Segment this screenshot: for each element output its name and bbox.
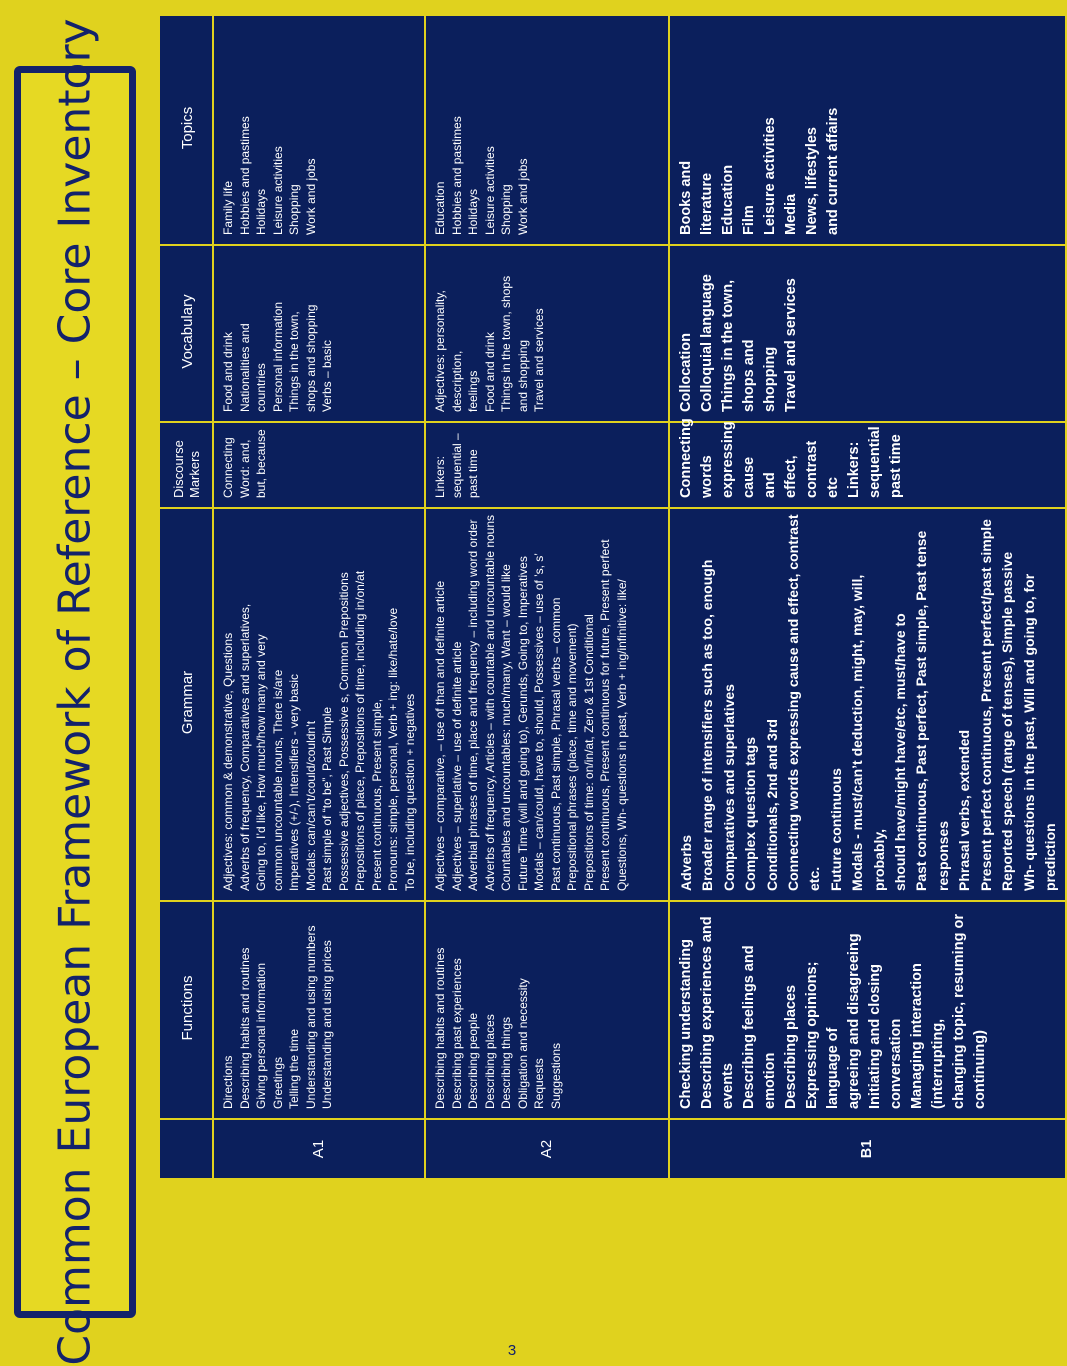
a2-discourse-cell: [425, 422, 669, 508]
cell-line: Education: [433, 181, 447, 235]
cell-line: Pronouns: simple, personal, Verb + ing: like/hate/love: [386, 607, 400, 891]
cell-line: Describing feelings and emotion: [741, 945, 778, 1109]
cell-line: Leisure activities: [270, 146, 285, 235]
cell-line: but, because: [254, 429, 268, 498]
cell-line: Food and drink: [482, 331, 497, 412]
cell-line: To be, including question + negatives: [402, 693, 417, 891]
inventory-table-container: [158, 16, 1058, 1180]
cell-line: events: [720, 1063, 736, 1109]
cell-line: shops and: [741, 339, 757, 412]
cell-line: Giving personal information: [254, 962, 268, 1109]
cell-line: Describing habits and routines: [433, 947, 447, 1109]
cell-line: Shopping: [287, 184, 301, 235]
row-b1: [669, 15, 1066, 1179]
level-a1: A1: [213, 1119, 425, 1179]
cell-line: Adjectives – comparative, – use of than and definite article: [433, 580, 447, 891]
cell-line: Describing things: [499, 1016, 513, 1109]
cell-line: Modals - must/can’t deduction, might, may, will, probably,: [849, 574, 887, 891]
row-a2: [425, 15, 669, 1179]
cell-line: (interrupting,: [930, 1018, 946, 1109]
cell-line: Comparatives and superlatives: [720, 684, 737, 891]
cell-line: Connecting: [678, 418, 694, 498]
cell-line: Things in the town,: [720, 279, 736, 412]
cell-line: etc: [825, 477, 841, 498]
cell-line: Adjectives – superlative – use of definite article: [449, 641, 464, 891]
cell-line: Education: [720, 164, 736, 235]
page-title: Common European Framework of Reference – Core Inventory: [49, 18, 101, 1366]
topics-header: Topics: [159, 15, 213, 245]
cell-line: feelings: [466, 370, 480, 412]
cell-line: Things in the town,: [287, 311, 301, 412]
cell-line: Countables and uncountables: much/many, Want – would like: [499, 564, 513, 891]
cell-line: Colloquial language: [699, 274, 715, 412]
cell-line: changing topic, resuming or: [951, 914, 967, 1109]
cell-line: shopping: [762, 346, 778, 412]
level-a2: A2: [425, 1119, 669, 1179]
cell-line: Imperatives (+/-), Intensifiers - very basic: [287, 673, 301, 891]
cell-line: Things in the town, shops: [499, 275, 513, 412]
cell-line: Going to, I’d like, How much/how many and very: [254, 634, 268, 891]
a1-functions-cell: [213, 901, 425, 1119]
cell-line: conversation: [888, 1018, 904, 1109]
cell-line: Family life: [221, 180, 235, 235]
a2-vocabulary-cell: [425, 245, 669, 422]
cell-line: Adverbs of frequency, Articles – with countable and uncountable nouns: [482, 514, 497, 891]
cell-line: Leisure activities: [482, 146, 497, 235]
cell-line: Verbs – basic: [320, 339, 334, 412]
cell-line: Directions: [221, 1055, 235, 1109]
cell-line: expressing: [720, 421, 736, 498]
cell-line: Connecting: [221, 437, 235, 498]
cell-line: Describing past experiences: [449, 958, 464, 1109]
cell-line: Adjectives: common & demonstrative, Questions: [221, 632, 235, 891]
b1-functions-cell: [669, 901, 1066, 1119]
cell-line: and shopping: [515, 339, 530, 412]
cell-line: Future Time (will and going to), Gerunds, Going to, Imperatives: [515, 556, 530, 891]
cell-line: Travel and services: [532, 308, 546, 412]
cell-line: Prepositions of time: on/in/at, Zero & 1st Conditional: [581, 614, 596, 891]
cell-line: Conditionals, 2nd and 3rd: [763, 719, 780, 891]
cell-line: Adverbs: [678, 834, 694, 891]
cell-line: Shopping: [499, 184, 513, 235]
cell-line: Holidays: [254, 188, 268, 235]
cell-line: Describing habits and routines: [237, 947, 252, 1109]
cell-line: Holidays: [466, 188, 480, 235]
cell-line: Leisure activities: [762, 117, 778, 235]
cell-line: Reported speech (range of tenses), Simple passive: [999, 551, 1016, 891]
cell-line: News, lifestyles: [804, 127, 820, 235]
cell-line: Future continuous: [827, 768, 844, 891]
cell-line: Film: [741, 205, 757, 235]
cell-line: should have/might have/etc, must/have to: [892, 613, 909, 891]
cell-line: Present continuous, Present continuous for future, Present perfect: [598, 539, 612, 891]
cell-line: agreeing and disagreeing: [846, 933, 862, 1109]
cell-line: Adjectives: personality,: [433, 290, 447, 412]
cell-line: Work and jobs: [515, 158, 530, 235]
cell-line: Hobbies and pastimes: [449, 116, 464, 235]
discourse-markers-header: Discourse Markers: [159, 422, 213, 508]
cell-line: Adverbs of frequency, Comparatives and superlatives,: [237, 603, 252, 891]
cell-line: countries: [254, 363, 268, 412]
a2-grammar-cell: [425, 508, 669, 901]
cell-line: Telling the time: [287, 1028, 301, 1109]
cell-line: Wh- questions in the past, Will and going to, for prediction: [1020, 573, 1058, 891]
cell-line: Greetings: [270, 1056, 285, 1109]
b1-discourse-cell: [669, 418, 1066, 508]
cell-line: Complex question tags: [742, 736, 759, 891]
cell-line: Past continuous, Past simple, Phrasal verbs – common: [548, 597, 563, 891]
cell-line: Expressing opinions; language of: [804, 961, 841, 1109]
cell-line: contrast: [804, 440, 820, 498]
cell-line: Questions, Wh- questions in past, Verb + ing/infinitive: like/: [614, 579, 629, 891]
cell-line: Checking understanding: [678, 939, 694, 1109]
b1-topics-cell: [669, 15, 1066, 245]
cell-line: Nationalities and: [237, 323, 252, 412]
b1-vocabulary-cell: [669, 245, 1066, 422]
cell-line: sequential –: [449, 433, 464, 498]
row-a1: [213, 15, 425, 1179]
a1-vocabulary-cell: [213, 245, 425, 422]
cell-line: Hobbies and pastimes: [237, 116, 252, 235]
cell-line: Linkers:: [433, 455, 447, 498]
a2-functions-cell: [425, 901, 669, 1119]
cell-line: Initiating and closing: [867, 964, 883, 1109]
functions-header: Functions: [159, 901, 213, 1119]
cell-line: Collocation: [678, 333, 694, 412]
cell-line: Describing experiences and: [699, 916, 715, 1109]
cell-line: Personal information: [270, 301, 285, 412]
level-header: [159, 1119, 213, 1179]
cell-line: cause and: [741, 456, 778, 498]
cell-line: Understanding and using numbers: [303, 925, 318, 1109]
cell-line: Books and: [678, 160, 694, 235]
cell-line: Broader range of intensifiers such as too, enough: [699, 559, 716, 891]
a1-topics-cell: [213, 15, 425, 245]
cell-line: sequential: [867, 426, 883, 498]
cell-line: Food and drink: [221, 331, 235, 412]
cell-line: Requests: [532, 1058, 546, 1109]
cell-line: and current affairs: [825, 107, 841, 235]
cell-line: common uncountable nouns, There is/are: [270, 669, 285, 891]
cell-line: Prepositions of place, Prepositions of time, including in/on/at: [353, 570, 367, 891]
grammar-header: Grammar: [159, 508, 213, 901]
cell-line: Managing interaction: [909, 963, 925, 1109]
cell-line: Describing places: [482, 1014, 497, 1109]
cell-line: Past simple of “to be”, Past Simple: [320, 706, 334, 891]
cell-line: Suggestions: [548, 1042, 563, 1109]
cell-line: Obligation and necessity: [515, 978, 530, 1109]
cell-line: continuing): [972, 1030, 988, 1109]
b1-grammar-cell: [669, 508, 1066, 901]
cell-line: Present continuous, Present simple,: [369, 698, 384, 891]
cell-line: Understanding and using prices: [320, 940, 334, 1109]
header-row: [159, 15, 213, 1179]
cell-line: Modals: can/can’t/could/couldn’t: [303, 720, 318, 891]
a1-grammar-cell: [213, 508, 425, 901]
level-b1: B1: [669, 1119, 1066, 1179]
cell-line: Word: and,: [237, 439, 252, 498]
a2-topics-cell: [425, 15, 669, 245]
cell-line: Describing people: [466, 1012, 480, 1109]
cell-line: effect,: [783, 455, 799, 498]
cell-line: literature: [699, 172, 715, 235]
cell-line: Connecting words expressing cause and effect, contrast etc.: [785, 514, 823, 891]
cell-line: Linkers:: [846, 441, 862, 498]
core-inventory-table: [158, 14, 1067, 1180]
vocabulary-header: Vocabulary: [159, 245, 213, 422]
cell-line: Possessive adjectives, Possessive s, Common Prepositions: [336, 572, 351, 891]
cell-line: past time: [888, 434, 904, 498]
cell-line: description,: [449, 350, 464, 412]
cell-line: Travel and services: [783, 278, 799, 412]
cell-line: Describing places: [783, 984, 799, 1109]
cell-line: Adverbial phrases of time, place and frequency – including word order: [466, 519, 480, 891]
cell-line: Modals – can/could, have to, should, Possessives – use of ’s, s’: [532, 553, 546, 891]
cell-line: Present perfect continuous, Present perfect/past simple: [977, 519, 994, 891]
cell-line: words: [699, 455, 715, 498]
cell-line: Phrasal verbs, extended: [956, 729, 973, 891]
page-number: 3: [507, 1342, 517, 1359]
cell-line: past time: [466, 449, 480, 498]
cell-line: Past continuous, Past perfect, Past simple, Past tense responses: [913, 530, 951, 891]
cell-line: Prepositional phrases (place, time and movement): [565, 623, 579, 891]
cell-line: Work and jobs: [303, 158, 318, 235]
title-box: [14, 18, 136, 1366]
cell-line: Media: [783, 193, 799, 235]
a1-discourse-cell: [213, 422, 425, 508]
cell-line: shops and shopping: [303, 304, 318, 412]
